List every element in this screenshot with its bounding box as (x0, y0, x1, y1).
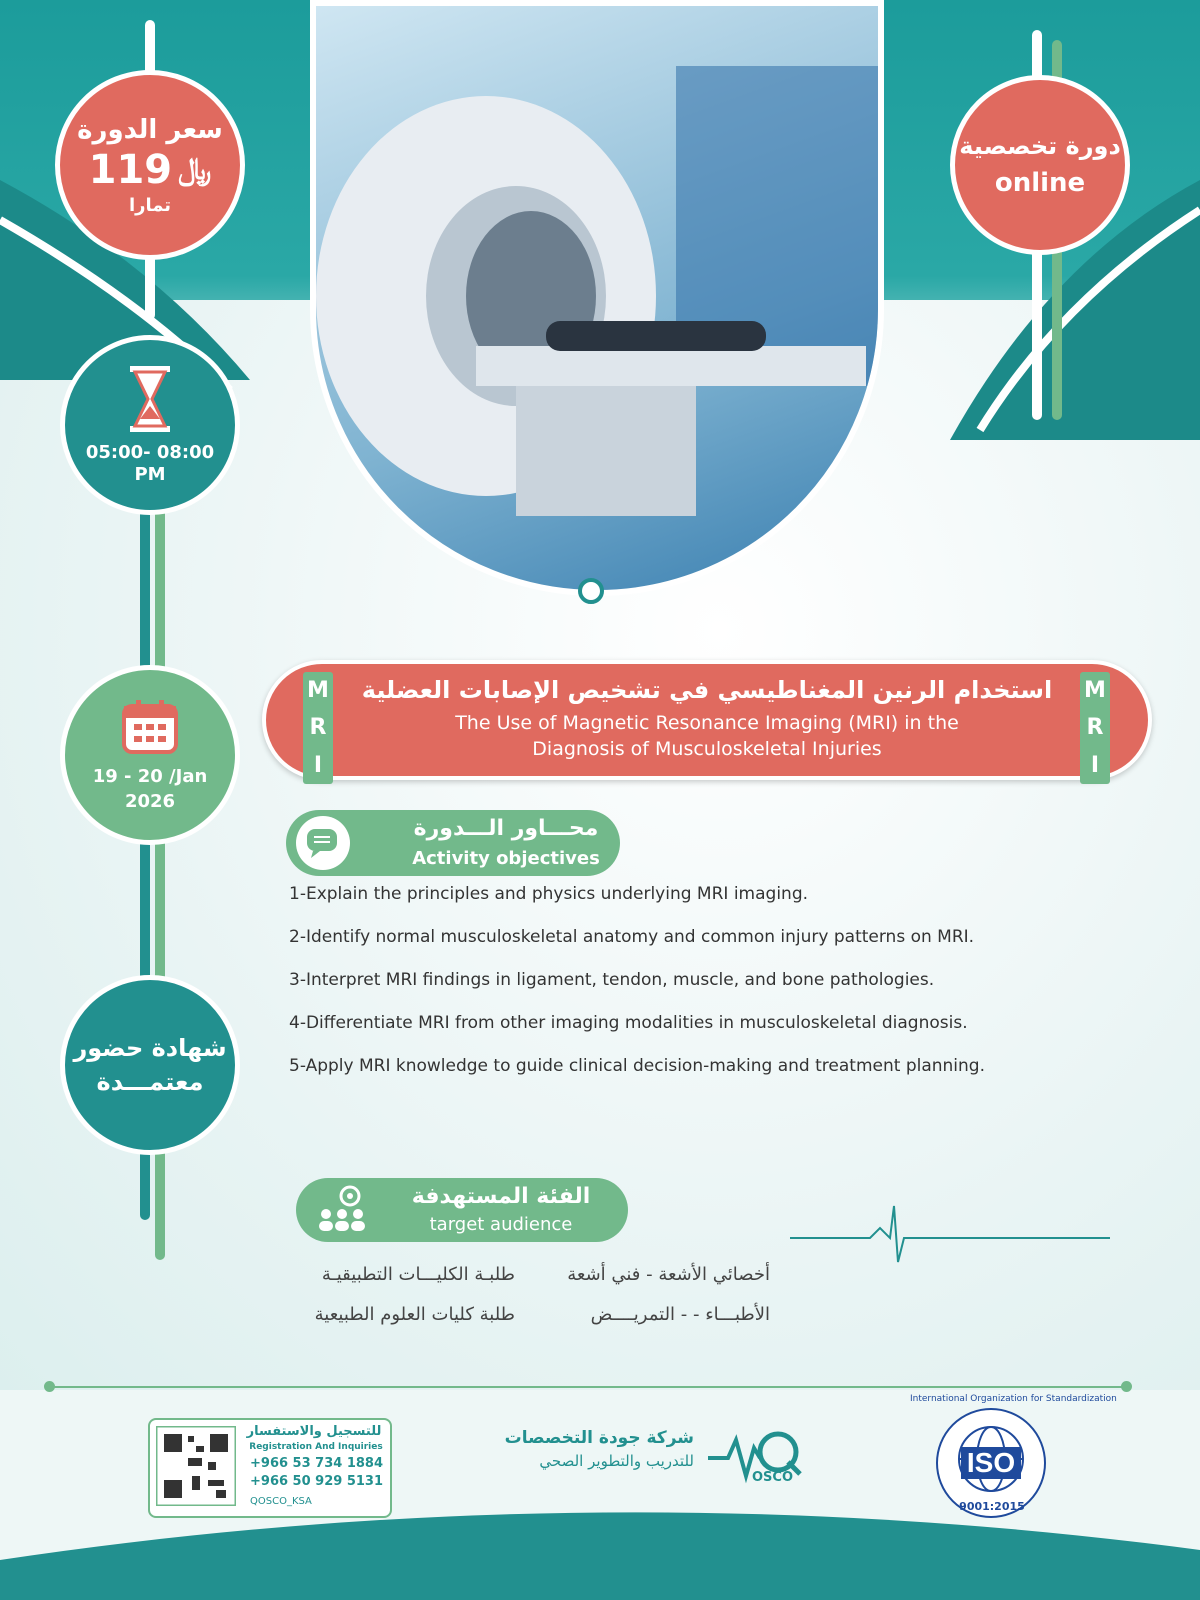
course-type-badge (950, 75, 1130, 255)
audience-item: الأطبـــاء - - التمريــــض (590, 1304, 770, 1325)
objectives-title-ar: محـــاور الـــدورة (413, 816, 599, 841)
objective-item: 1-Explain the principles and physics underlying MRI imaging. (289, 884, 809, 904)
price-amount (89, 147, 212, 193)
mri-letter: R (1086, 715, 1104, 741)
company-subtitle-ar: للتدريب والتطوير الصحي (539, 1452, 694, 1470)
certificate-badge (60, 975, 240, 1155)
certificate-line2: معتمـــدة (96, 1068, 204, 1096)
course-title-banner (262, 660, 1152, 780)
price-badge (55, 70, 245, 260)
company-name (488, 1428, 694, 1470)
audience-header (296, 1178, 628, 1242)
course-type-label: دورة تخصصية (959, 132, 1121, 160)
objectives-header (286, 810, 620, 876)
decor-dot (1121, 1381, 1132, 1392)
time-badge (60, 335, 240, 515)
price-label: سعر الدورة (77, 114, 223, 145)
mri-letter: I (313, 752, 323, 778)
phone-1[interactable]: +966 53 734 1884 (250, 1456, 384, 1471)
objective-item: 3-Interpret MRI findings in ligament, tendon, muscle, and bone pathologies. (289, 970, 935, 990)
date-badge (60, 665, 240, 845)
social-handle[interactable]: QOSCO_KSA (250, 1496, 312, 1507)
mri-scanner-illustration (316, 6, 884, 596)
objective-item: 2-Identify normal musculoskeletal anatomy and common injury patterns on MRI. (289, 927, 975, 947)
audience-item: طلبة كليات العلوم الطبيعية (314, 1304, 515, 1325)
audience-icon (314, 1184, 370, 1236)
mri-letter: M (307, 678, 329, 704)
date-text: 19 - 20 /Jan 2026 (92, 765, 208, 812)
decor-dot (578, 578, 604, 604)
course-title-ar: استخدام الرنين المغناطيسي في تشخيص الإصابات العضلية (361, 676, 1053, 704)
phone-2[interactable]: +966 50 929 5131 (250, 1474, 384, 1489)
time-text: 05:00- 08:00 PM (85, 442, 215, 485)
objectives-title-en: Activity objectives (412, 848, 600, 869)
contact-title-ar: للتسجيل والاستفسار (246, 1424, 382, 1439)
iso-logo: ISO (961, 1447, 1021, 1479)
audience-item: أخصائي الأشعة - فني أشعة (567, 1264, 770, 1285)
company-name-ar: شركة جودة التخصصات (504, 1428, 694, 1448)
footer-divider (48, 1386, 1128, 1388)
decor-dot (44, 1381, 55, 1392)
tamara-logo: تمارا (128, 194, 172, 216)
mri-letter: I (1090, 752, 1100, 778)
audience-item: طلبـة الكليـــات التطبيقيـة (321, 1264, 515, 1285)
objective-item: 4-Differentiate MRI from other imaging modalities in musculoskeletal diagnosis. (289, 1013, 968, 1033)
mri-letter: M (1084, 678, 1106, 704)
audience-title-en: target audience (429, 1214, 573, 1235)
iso-ring-text: International Organization for Standardization (910, 1394, 1117, 1404)
mri-tag-right (1080, 672, 1110, 784)
hourglass-icon (125, 364, 175, 434)
price-value: 119 (88, 146, 173, 193)
contact-card (148, 1418, 392, 1518)
objective-item: 5-Apply MRI knowledge to guide clinical decision-making and treatment planning. (289, 1056, 985, 1076)
qr-code-icon[interactable] (156, 1426, 236, 1506)
contact-title-en: Registration And Inquiries (249, 1442, 383, 1452)
course-title-en-line2: Diagnosis of Musculoskeletal Injuries (532, 738, 882, 760)
audience-title-ar: الفئة المستهدفة (411, 1184, 591, 1209)
course-mode: online (994, 168, 1086, 198)
company-logo-text: OSCO (752, 1470, 794, 1485)
mri-letter: R (309, 715, 327, 741)
heartbeat-line (790, 1196, 1150, 1266)
certificate-line1: شهادة حضور (73, 1034, 227, 1062)
mri-tag-left (303, 672, 333, 784)
chat-icon (296, 816, 350, 870)
currency-icon: ﷼ (178, 152, 212, 187)
mri-photo (310, 0, 884, 596)
calendar-icon (120, 696, 180, 756)
iso-standard: 9001:2015 (959, 1500, 1025, 1513)
course-title-en-line1: The Use of Magnetic Resonance Imaging (MRI) in the (455, 712, 959, 734)
